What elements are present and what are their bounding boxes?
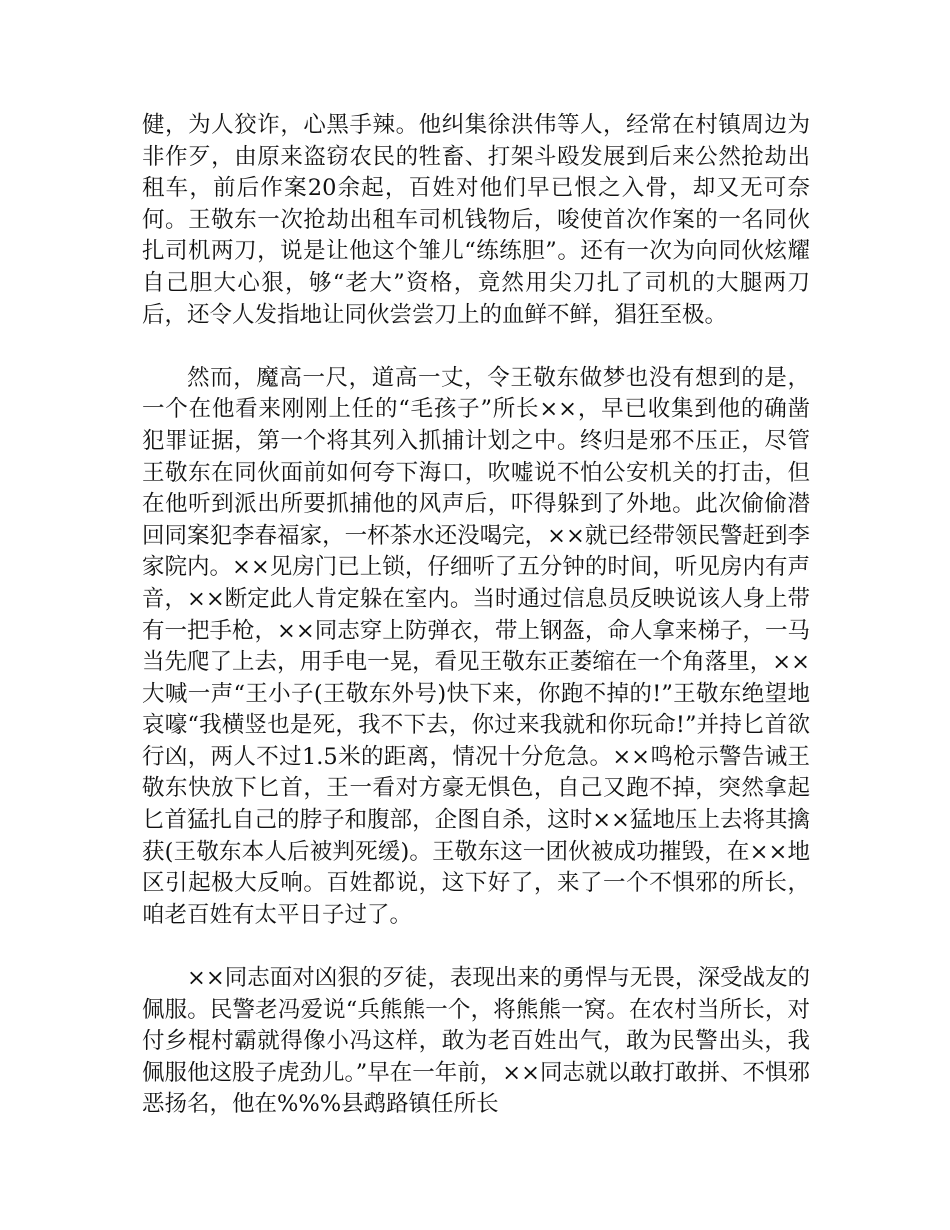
paragraph-3: ××同志面对凶狠的歹徒，表现出来的勇悍与无畏，深受战友的佩服。民警老冯爱说“兵熊熊一个，将熊熊一窝。在农村当所长，对付乡棍村霸就得像小冯这样，敢为老百姓出气，敢为民警出头，我佩服他这股子虎劲儿。”早在一年前，××同志就以敢打敢拼、不惧邪恶扬名，他在%%%县鹉路镇任所长 [142, 965, 810, 1118]
document-body [142, 110, 810, 1153]
paragraph-1: 健，为人狡诈，心黑手辣。他纠集徐洪伟等人，经常在村镇周边为非作歹，由原来盗窃农民的牲畜、打架斗殴发展到后来公然抢劫出租车，前后作案20余起，百姓对他们早已恨之入骨，却又无可奈何。王敬东一次抢劫出租车司机钱物后，唆使首次作案的一名同伙扎司机两刀，说是让他这个雏儿“练练胆”。还有一次为向同伙炫耀自己胆大心狠，够“老大”资格，竟然用尖刀扎了司机的大腿两刀后，还令人发指地让同伙尝尝刀上的血鲜不鲜，猖狂至极。 [142, 112, 810, 328]
paragraph-2: 然而，魔高一尺，道高一丈，令王敬东做梦也没有想到的是，一个在他看来刚刚上任的“毛孩子”所长××，早已收集到他的确凿犯罪证据，第一个将其列入抓捕计划之中。终归是邪不压正，尽管王敬东在同伙面前如何夸下海口，吹嘘说不怕公安机关的打击，但在他听到派出所要抓捕他的风声后，吓得躲到了外地。此次偷偷潜回同案犯李春福家，一杯茶水还没喝完，××就已经带领民警赶到李家院内。××见房门已上锁，仔细听了五分钟的时间，听见房内有声音，××断定此人肯定躲在室内。当时通过信息员反映说该人身上带有一把手枪，××同志穿上防弹衣，带上钢盔，命人拿来梯子，一马当先爬了上去，用手电一晃，看见王敬东正萎缩在一个角落里，××大喊一声“王小子(王敬东外号)快下来，你跑不掉的!”王敬东绝望地哀嚎“我横竖也是死，我不下去，你过来我就和你玩命!”并持匕首欲行凶，两人不过1.5米的距离，情况十分危急。××鸣枪示警告诫王敬东快放下匕首，王一看对方豪无惧色，自己又跑不掉，突然拿起匕首猛扎自己的脖子和腹部，企图自杀，这时××猛地压上去将其擒获(王敬东本人后被判死缓)。王敬东这一团伙被成功摧毁，在××地区引起极大反响。百姓都说，这下好了，来了一个不惧邪的所长，咱老百姓有太平日子过了。 [142, 364, 810, 928]
